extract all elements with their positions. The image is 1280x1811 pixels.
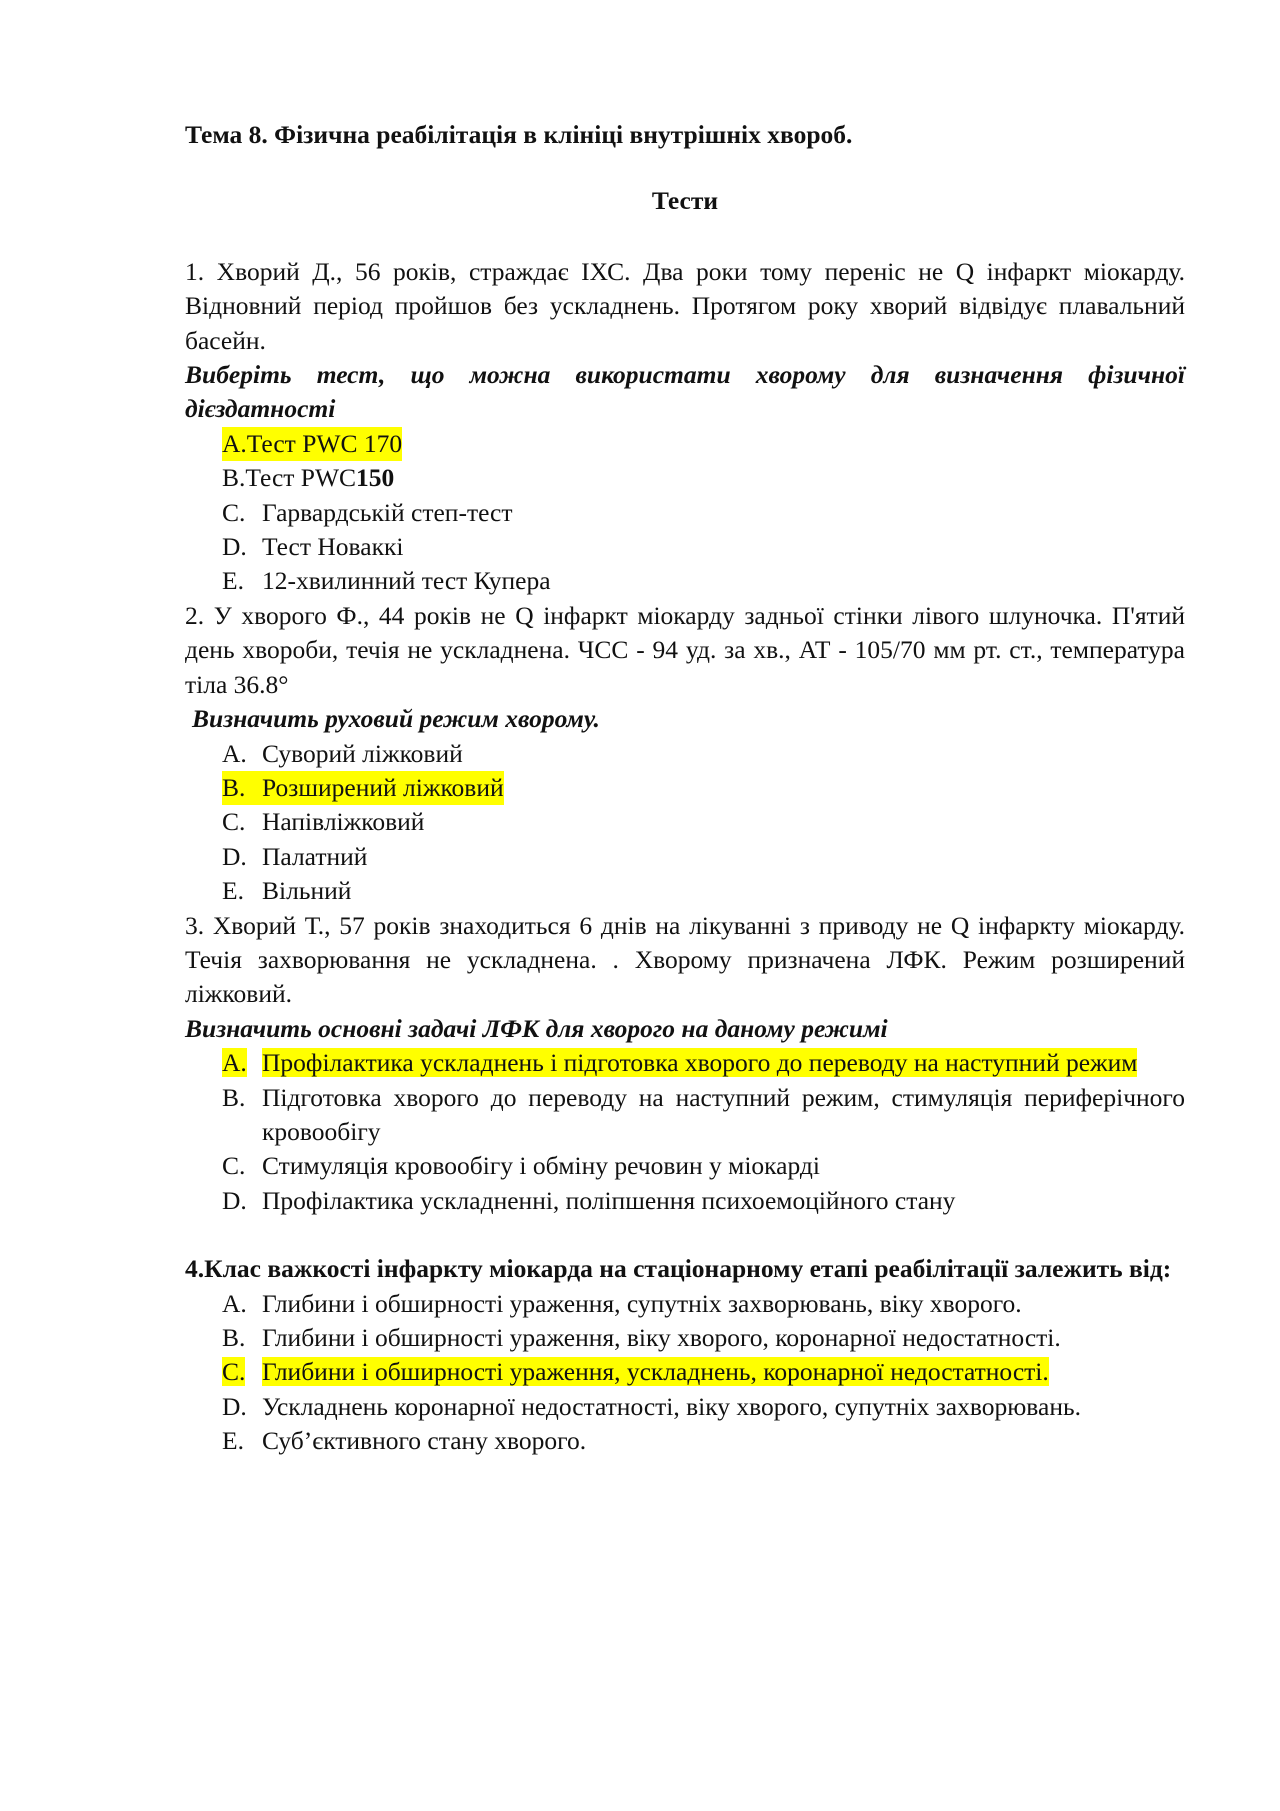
option-text: Напівліжковий [262, 807, 425, 837]
answer-option-b [185, 771, 1185, 805]
option-text: Гарвардській степ-тест [262, 497, 513, 527]
option-text: Ускладнень коронарної недостатності, віку хворого, супутніх захворювань. [262, 1391, 1081, 1421]
option-letter: B. [222, 1323, 246, 1352]
option-letter: A. [222, 428, 247, 458]
question-1 [185, 255, 1185, 599]
option-letter: B. [222, 1082, 246, 1112]
answer-option-b [185, 1081, 1185, 1150]
option-letter: A. [222, 738, 247, 768]
option-text: Тест PWC [245, 463, 357, 493]
answer-option-e [185, 874, 1185, 908]
option-letter: B. [222, 772, 246, 802]
answer-options [185, 427, 1185, 599]
answer-option-a [185, 427, 1185, 461]
answer-option-a [185, 737, 1185, 771]
answer-option-c [185, 1355, 1185, 1389]
option-text: Профілактика ускладнень і підготовка хворого до переводу на наступний режим [262, 1048, 1138, 1078]
answer-option-a [185, 1046, 1185, 1080]
answer-option-b [185, 461, 1185, 495]
answer-option-d [185, 1184, 1185, 1218]
option-letter: C. [222, 807, 246, 837]
question-prompt: Визначить основні задачі ЛФК для хворого на даному режимі [185, 1013, 888, 1043]
answer-option-b [185, 1321, 1185, 1355]
option-letter: D. [222, 1391, 247, 1421]
question-prompt: 4.Клас важкості інфаркту міокарда на стаціонарному етапі реабілітації залежить від: [185, 1254, 1172, 1284]
answer-option-e [185, 1424, 1185, 1458]
answer-option-c [185, 496, 1185, 530]
option-text: Розширений ліжковий [262, 772, 504, 802]
option-letter: D. [222, 841, 247, 871]
option-text-bold: 150 [356, 463, 395, 493]
option-letter: C. [222, 1151, 246, 1181]
question-stem: 3. Хворий Т., 57 років знаходиться 6 днів на лікуванні з приводу не Q інфаркту міокарду. Течія захворювання не ускладнена. . Хворому призначена ЛФК. Режим розширений ліжковий. [185, 910, 1185, 1009]
answer-option-a [185, 1287, 1185, 1321]
option-text: Тест PWC 170 [246, 428, 403, 458]
option-text: Суб’єктивного стану хворого. [262, 1426, 587, 1456]
option-text: Палатний [262, 841, 368, 871]
option-text: Профілактика ускладненні, поліпшення психоемоційного стану [262, 1185, 956, 1215]
option-letter: E. [222, 1426, 244, 1456]
option-text: Глибини і обширності ураження, віку хворого, коронарної недостатності. [262, 1323, 1061, 1352]
answer-option-c [185, 805, 1185, 839]
answer-option-e [185, 564, 1185, 598]
option-text: Тест Новаккі [262, 532, 404, 562]
answer-options [185, 1046, 1185, 1218]
option-letter: D. [222, 532, 247, 562]
question-2 [185, 599, 1185, 909]
option-text: Глибини і обширності ураження, ускладнень, коронарної недостатності. [262, 1357, 1049, 1387]
answer-options [185, 737, 1185, 909]
answer-option-d [185, 530, 1185, 564]
page-title: Тема 8. Фізична реабілітація в клініці внутрішніх хвороб. [185, 120, 853, 149]
option-letter: A. [222, 1048, 247, 1078]
question-stem: 2. У хворого Ф., 44 років не Q інфаркт міокарду задньої стінки лівого шлуночка. П'ятий день хвороби, течія не ускладнена. ЧСС - 94 уд. за хв., АТ - 105/70 мм рт. ст., температура тіла 36.8° [185, 600, 1185, 699]
option-text: Глибини і обширності ураження, супутніх захворювань, віку хворого. [262, 1288, 1022, 1318]
question-3 [185, 909, 1185, 1219]
option-letter: B. [222, 463, 246, 493]
option-letter: D. [222, 1185, 247, 1215]
answer-options [185, 1287, 1185, 1459]
option-letter: C. [222, 1357, 246, 1387]
section-heading: Тести [651, 186, 719, 216]
option-letter: E. [222, 566, 244, 596]
option-text: 12-хвилинний тест Купера [262, 566, 551, 596]
question-prompt: Визначить руховий режим хворому. [192, 704, 600, 734]
question-4 [185, 1252, 1185, 1458]
option-text: Підготовка хворого до переводу на наступний режим, стимуляція периферічного кровообігу [262, 1082, 1185, 1146]
document-content [185, 118, 1185, 1459]
answer-option-d [185, 1390, 1185, 1424]
option-text: Суворий ліжковий [262, 738, 463, 768]
option-letter: E. [222, 876, 244, 906]
option-text: Стимуляція кровообігу і обміну речовин у міокарді [262, 1151, 820, 1181]
answer-option-c [185, 1149, 1185, 1183]
option-letter: C. [222, 497, 246, 527]
answer-option-d [185, 840, 1185, 874]
question-prompt: Виберіть тест, що можна використати хворому для визначення фізичної дієздатності [185, 360, 1185, 424]
option-text: Вільний [262, 876, 352, 906]
question-stem: 1. Хворий Д., 56 років, страждає ІХС. Два роки тому переніс не Q інфаркт міокарду. Відновний період пройшов без ускладнень. Протягом року хворий відвідує плавальний басейн. [185, 256, 1185, 355]
option-letter: A. [222, 1288, 247, 1318]
